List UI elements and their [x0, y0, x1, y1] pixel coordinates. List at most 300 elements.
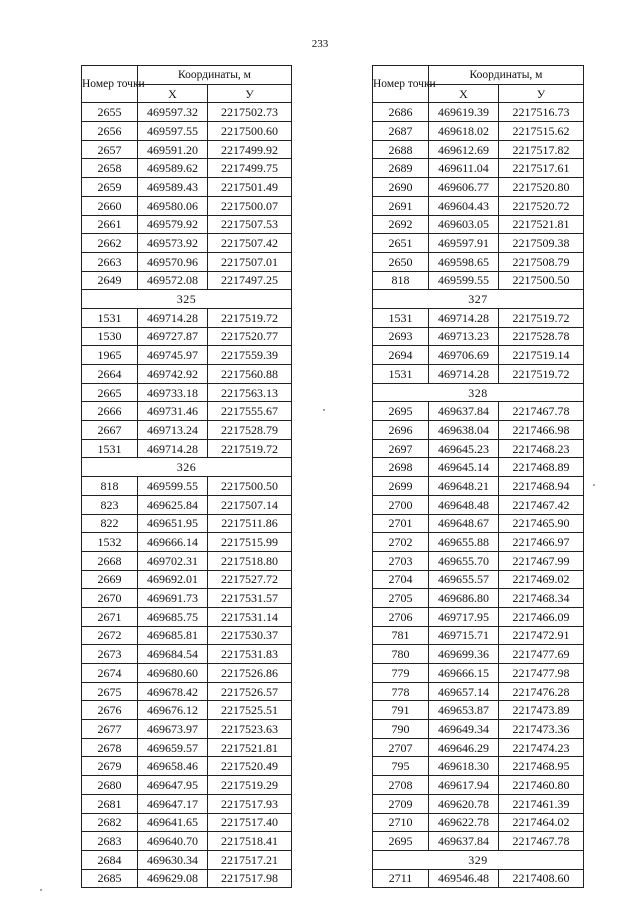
x-coordinate-cell: 469637.84	[429, 832, 499, 851]
point-number-cell: 795	[373, 757, 429, 776]
x-coordinate-cell: 469649.34	[429, 720, 499, 739]
table-row	[373, 776, 584, 795]
table-row	[373, 757, 584, 776]
x-coordinate-cell: 469629.08	[138, 869, 208, 888]
point-number-cell: 2665	[82, 383, 138, 402]
table-row	[82, 271, 292, 290]
x-coordinate-cell: 469589.62	[138, 159, 208, 178]
y-coordinate-cell: 2217530.37	[208, 626, 292, 645]
y-coordinate-cell: 2217466.98	[499, 421, 584, 440]
x-coordinate-cell: 469742.92	[138, 365, 208, 384]
section-number: 328	[373, 383, 584, 402]
y-coordinate-cell: 2217469.02	[499, 570, 584, 589]
section-row	[82, 290, 292, 309]
point-number-cell: 1965	[82, 346, 138, 365]
table-row	[373, 271, 584, 290]
y-coordinate-cell: 2217517.61	[499, 159, 584, 178]
y-coordinate-cell: 2217500.60	[208, 122, 292, 141]
table-row	[82, 122, 292, 141]
table-row	[373, 607, 584, 626]
point-number-cell: 2668	[82, 551, 138, 570]
x-coordinate-cell: 469570.96	[138, 252, 208, 271]
y-coordinate-cell: 2217507.53	[208, 215, 292, 234]
section-row	[373, 850, 584, 869]
coordinates-table-right	[372, 65, 584, 888]
point-number-cell: 2677	[82, 720, 138, 739]
point-number-cell: 778	[373, 682, 429, 701]
table-row	[82, 383, 292, 402]
x-coordinate-cell: 469651.95	[138, 514, 208, 533]
point-number-cell: 2698	[373, 458, 429, 477]
point-number-cell: 779	[373, 664, 429, 683]
table-row	[82, 159, 292, 178]
x-coordinate-cell: 469599.55	[138, 477, 208, 496]
table-row	[82, 720, 292, 739]
y-coordinate-cell: 2217501.49	[208, 178, 292, 197]
y-coordinate-cell: 2217517.93	[208, 794, 292, 813]
section-row	[373, 290, 584, 309]
table-row	[373, 869, 584, 888]
y-coordinate-cell: 2217499.92	[208, 140, 292, 159]
y-coordinate-cell: 2217519.72	[208, 308, 292, 327]
point-number-cell: 2697	[373, 439, 429, 458]
point-number-cell: 2682	[82, 813, 138, 832]
header-coordinates: Координаты, м	[429, 66, 584, 85]
y-coordinate-cell: 2217468.94	[499, 477, 584, 496]
table-row	[373, 439, 584, 458]
table-row	[82, 682, 292, 701]
point-number-cell: 2680	[82, 776, 138, 795]
x-coordinate-cell: 469622.78	[429, 813, 499, 832]
point-number-cell: 2679	[82, 757, 138, 776]
x-coordinate-cell: 469573.92	[138, 234, 208, 253]
y-coordinate-cell: 2217559.39	[208, 346, 292, 365]
y-coordinate-cell: 2217467.78	[499, 402, 584, 421]
point-number-cell: 2699	[373, 477, 429, 496]
x-coordinate-cell: 469699.36	[429, 645, 499, 664]
y-coordinate-cell: 2217531.83	[208, 645, 292, 664]
table-row	[373, 589, 584, 608]
point-number-cell: 1531	[82, 308, 138, 327]
table-row	[82, 794, 292, 813]
y-coordinate-cell: 2217499.75	[208, 159, 292, 178]
table-row	[373, 178, 584, 197]
table-row	[82, 327, 292, 346]
table-row	[373, 365, 584, 384]
y-coordinate-cell: 2217528.79	[208, 421, 292, 440]
table-row	[82, 850, 292, 869]
x-coordinate-cell: 469546.48	[429, 869, 499, 888]
x-coordinate-cell: 469655.88	[429, 533, 499, 552]
point-number-cell: 2709	[373, 794, 429, 813]
y-coordinate-cell: 2217500.07	[208, 196, 292, 215]
table-row	[373, 308, 584, 327]
table-row	[373, 421, 584, 440]
y-coordinate-cell: 2217520.72	[499, 196, 584, 215]
x-coordinate-cell: 469685.75	[138, 607, 208, 626]
y-coordinate-cell: 2217474.23	[499, 738, 584, 757]
table-row	[82, 664, 292, 683]
table-row	[82, 178, 292, 197]
x-coordinate-cell: 469714.28	[138, 439, 208, 458]
point-number-cell: 2664	[82, 365, 138, 384]
point-number-cell: 1532	[82, 533, 138, 552]
y-coordinate-cell: 2217520.80	[499, 178, 584, 197]
table-row	[373, 196, 584, 215]
point-number-cell: 818	[373, 271, 429, 290]
y-coordinate-cell: 2217468.89	[499, 458, 584, 477]
x-coordinate-cell: 469599.55	[429, 271, 499, 290]
point-number-cell: 2681	[82, 794, 138, 813]
point-number-cell: 2696	[373, 421, 429, 440]
x-coordinate-cell: 469713.23	[429, 327, 499, 346]
table-row	[373, 570, 584, 589]
x-coordinate-cell: 469638.04	[429, 421, 499, 440]
y-coordinate-cell: 2217465.90	[499, 514, 584, 533]
table-row	[373, 664, 584, 683]
point-number-cell: 2658	[82, 159, 138, 178]
point-number-cell: 2684	[82, 850, 138, 869]
x-coordinate-cell: 469706.69	[429, 346, 499, 365]
point-number-cell: 2671	[82, 607, 138, 626]
point-number-cell: 2705	[373, 589, 429, 608]
point-number-cell: 2676	[82, 701, 138, 720]
point-number-cell: 818	[82, 477, 138, 496]
table-row	[82, 196, 292, 215]
point-number-cell: 2711	[373, 869, 429, 888]
y-coordinate-cell: 2217518.41	[208, 832, 292, 851]
table-row	[373, 701, 584, 720]
y-coordinate-cell: 2217472.91	[499, 626, 584, 645]
x-coordinate-cell: 469684.54	[138, 645, 208, 664]
section-number: 327	[373, 290, 584, 309]
x-coordinate-cell: 469715.71	[429, 626, 499, 645]
table-row	[82, 869, 292, 888]
x-coordinate-cell: 469598.65	[429, 252, 499, 271]
y-coordinate-cell: 2217515.99	[208, 533, 292, 552]
table-row	[82, 346, 292, 365]
table-row	[373, 813, 584, 832]
table-row	[373, 477, 584, 496]
x-coordinate-cell: 469648.21	[429, 477, 499, 496]
y-coordinate-cell: 2217517.40	[208, 813, 292, 832]
x-coordinate-cell: 469673.97	[138, 720, 208, 739]
point-number-cell: 2703	[373, 551, 429, 570]
y-coordinate-cell: 2217531.14	[208, 607, 292, 626]
x-coordinate-cell: 469597.91	[429, 234, 499, 253]
table-row	[82, 252, 292, 271]
y-coordinate-cell: 2217468.34	[499, 589, 584, 608]
point-number-cell: 2689	[373, 159, 429, 178]
x-coordinate-cell: 469645.14	[429, 458, 499, 477]
point-number-cell: 2700	[373, 495, 429, 514]
point-number-cell: 2706	[373, 607, 429, 626]
table-row	[82, 776, 292, 795]
table-row	[82, 645, 292, 664]
x-coordinate-cell: 469603.05	[429, 215, 499, 234]
y-coordinate-cell: 2217519.72	[499, 365, 584, 384]
y-coordinate-cell: 2217527.72	[208, 570, 292, 589]
table-row	[373, 626, 584, 645]
x-coordinate-cell: 469580.06	[138, 196, 208, 215]
table-row	[373, 346, 584, 365]
table-row	[373, 159, 584, 178]
y-coordinate-cell: 2217507.01	[208, 252, 292, 271]
x-coordinate-cell: 469617.94	[429, 776, 499, 795]
x-coordinate-cell: 469727.87	[138, 327, 208, 346]
x-coordinate-cell: 469604.43	[429, 196, 499, 215]
table-row	[373, 140, 584, 159]
y-coordinate-cell: 2217563.13	[208, 383, 292, 402]
y-coordinate-cell: 2217477.69	[499, 645, 584, 664]
table-row	[373, 122, 584, 141]
table-row	[373, 551, 584, 570]
table-row	[373, 533, 584, 552]
point-number-cell: 2655	[82, 103, 138, 122]
x-coordinate-cell: 469648.48	[429, 495, 499, 514]
x-coordinate-cell: 469618.02	[429, 122, 499, 141]
x-coordinate-cell: 469714.28	[429, 365, 499, 384]
x-coordinate-cell: 469714.28	[429, 308, 499, 327]
point-number-cell: 790	[373, 720, 429, 739]
y-coordinate-cell: 2217509.38	[499, 234, 584, 253]
y-coordinate-cell: 2217461.39	[499, 794, 584, 813]
x-coordinate-cell: 469648.67	[429, 514, 499, 533]
x-coordinate-cell: 469702.31	[138, 551, 208, 570]
x-coordinate-cell: 469597.32	[138, 103, 208, 122]
point-number-cell: 2692	[373, 215, 429, 234]
y-coordinate-cell: 2217473.36	[499, 720, 584, 739]
table-row	[373, 645, 584, 664]
y-coordinate-cell: 2217521.81	[499, 215, 584, 234]
y-coordinate-cell: 2217526.57	[208, 682, 292, 701]
table-row	[82, 626, 292, 645]
x-coordinate-cell: 469714.28	[138, 308, 208, 327]
y-coordinate-cell: 2217519.29	[208, 776, 292, 795]
x-coordinate-cell: 469646.29	[429, 738, 499, 757]
x-coordinate-cell: 469572.08	[138, 271, 208, 290]
point-number-cell: 2656	[82, 122, 138, 141]
table-row	[373, 495, 584, 514]
x-coordinate-cell: 469717.95	[429, 607, 499, 626]
scan-speck	[593, 484, 595, 486]
y-coordinate-cell: 2217464.02	[499, 813, 584, 832]
point-number-cell: 2674	[82, 664, 138, 683]
table-row	[82, 495, 292, 514]
table-row	[373, 103, 584, 122]
y-coordinate-cell: 2217408.60	[499, 869, 584, 888]
table-row	[82, 234, 292, 253]
point-number-cell: 791	[373, 701, 429, 720]
section-row	[82, 458, 292, 477]
x-coordinate-cell: 469606.77	[429, 178, 499, 197]
table-row	[82, 551, 292, 570]
y-coordinate-cell: 2217460.80	[499, 776, 584, 795]
point-number-cell: 2707	[373, 738, 429, 757]
point-number-cell: 2675	[82, 682, 138, 701]
header-x: X	[138, 84, 208, 103]
table-row	[82, 832, 292, 851]
x-coordinate-cell: 469589.43	[138, 178, 208, 197]
point-number-cell: 2708	[373, 776, 429, 795]
x-coordinate-cell: 469655.70	[429, 551, 499, 570]
point-number-cell: 1531	[373, 308, 429, 327]
point-number-cell: 2686	[373, 103, 429, 122]
point-number-cell: 2678	[82, 738, 138, 757]
table-row	[373, 402, 584, 421]
table-row	[82, 813, 292, 832]
table-row	[82, 477, 292, 496]
y-coordinate-cell: 2217468.95	[499, 757, 584, 776]
y-coordinate-cell: 2217497.25	[208, 271, 292, 290]
y-coordinate-cell: 2217511.86	[208, 514, 292, 533]
coordinates-table-left	[81, 65, 292, 888]
point-number-cell: 2657	[82, 140, 138, 159]
point-number-cell: 2673	[82, 645, 138, 664]
y-coordinate-cell: 2217467.78	[499, 832, 584, 851]
y-coordinate-cell: 2217520.49	[208, 757, 292, 776]
x-coordinate-cell: 469579.92	[138, 215, 208, 234]
y-coordinate-cell: 2217516.73	[499, 103, 584, 122]
x-coordinate-cell: 469611.04	[429, 159, 499, 178]
x-coordinate-cell: 469597.55	[138, 122, 208, 141]
x-coordinate-cell: 469640.70	[138, 832, 208, 851]
x-coordinate-cell: 469612.69	[429, 140, 499, 159]
x-coordinate-cell: 469619.39	[429, 103, 499, 122]
section-number: 325	[82, 290, 292, 309]
y-coordinate-cell: 2217517.21	[208, 850, 292, 869]
y-coordinate-cell: 2217467.42	[499, 495, 584, 514]
table-row	[82, 589, 292, 608]
point-number-cell: 822	[82, 514, 138, 533]
header-y: У	[499, 84, 584, 103]
y-coordinate-cell: 2217507.14	[208, 495, 292, 514]
table-row	[82, 402, 292, 421]
point-number-cell: 2672	[82, 626, 138, 645]
x-coordinate-cell: 469653.87	[429, 701, 499, 720]
x-coordinate-cell: 469659.57	[138, 738, 208, 757]
x-coordinate-cell: 469645.23	[429, 439, 499, 458]
y-coordinate-cell: 2217466.09	[499, 607, 584, 626]
x-coordinate-cell: 469647.95	[138, 776, 208, 795]
point-number-cell: 2695	[373, 832, 429, 851]
point-number-cell: 2660	[82, 196, 138, 215]
point-number-cell: 2683	[82, 832, 138, 851]
table-row	[373, 832, 584, 851]
y-coordinate-cell: 2217521.81	[208, 738, 292, 757]
table-row	[82, 421, 292, 440]
table-row	[373, 252, 584, 271]
x-coordinate-cell: 469676.12	[138, 701, 208, 720]
y-coordinate-cell: 2217508.79	[499, 252, 584, 271]
x-coordinate-cell: 469618.30	[429, 757, 499, 776]
point-number-cell: 1531	[82, 439, 138, 458]
x-coordinate-cell: 469666.15	[429, 664, 499, 683]
point-number-cell: 2691	[373, 196, 429, 215]
table-row	[373, 458, 584, 477]
point-number-cell: 823	[82, 495, 138, 514]
table-row	[82, 757, 292, 776]
table-row	[82, 103, 292, 122]
y-coordinate-cell: 2217507.42	[208, 234, 292, 253]
y-coordinate-cell: 2217523.63	[208, 720, 292, 739]
x-coordinate-cell: 469733.18	[138, 383, 208, 402]
x-coordinate-cell: 469678.42	[138, 682, 208, 701]
table-row	[82, 570, 292, 589]
point-number-cell: 2710	[373, 813, 429, 832]
table-row	[82, 533, 292, 552]
y-coordinate-cell: 2217502.73	[208, 103, 292, 122]
table-row	[373, 738, 584, 757]
point-number-cell: 2690	[373, 178, 429, 197]
point-number-cell: 2669	[82, 570, 138, 589]
point-number-cell: 1531	[373, 365, 429, 384]
point-number-cell: 780	[373, 645, 429, 664]
table-row	[82, 308, 292, 327]
table-row	[373, 514, 584, 533]
x-coordinate-cell: 469655.57	[429, 570, 499, 589]
point-number-cell: 1530	[82, 327, 138, 346]
scan-speck	[323, 409, 325, 411]
table-row	[82, 215, 292, 234]
y-coordinate-cell: 2217519.14	[499, 346, 584, 365]
point-number-cell: 2661	[82, 215, 138, 234]
table-row	[373, 234, 584, 253]
header-point-number: Номер точки	[82, 66, 138, 103]
x-coordinate-cell: 469685.81	[138, 626, 208, 645]
table-row	[82, 701, 292, 720]
table-row	[373, 720, 584, 739]
y-coordinate-cell: 2217525.51	[208, 701, 292, 720]
x-coordinate-cell: 469625.84	[138, 495, 208, 514]
section-row	[373, 383, 584, 402]
y-coordinate-cell: 2217518.80	[208, 551, 292, 570]
y-coordinate-cell: 2217520.77	[208, 327, 292, 346]
point-number-cell: 2693	[373, 327, 429, 346]
header-coordinates: Координаты, м	[138, 66, 292, 85]
x-coordinate-cell: 469657.14	[429, 682, 499, 701]
y-coordinate-cell: 2217467.99	[499, 551, 584, 570]
point-number-cell: 2663	[82, 252, 138, 271]
x-coordinate-cell: 469658.46	[138, 757, 208, 776]
y-coordinate-cell: 2217466.97	[499, 533, 584, 552]
x-coordinate-cell: 469686.80	[429, 589, 499, 608]
y-coordinate-cell: 2217500.50	[499, 271, 584, 290]
point-number-cell: 2659	[82, 178, 138, 197]
y-coordinate-cell: 2217526.86	[208, 664, 292, 683]
x-coordinate-cell: 469731.46	[138, 402, 208, 421]
x-coordinate-cell: 469630.34	[138, 850, 208, 869]
scan-speck	[40, 889, 42, 891]
y-coordinate-cell: 2217528.78	[499, 327, 584, 346]
y-coordinate-cell: 2217515.62	[499, 122, 584, 141]
x-coordinate-cell: 469637.84	[429, 402, 499, 421]
page-number: 233	[311, 38, 329, 50]
y-coordinate-cell: 2217473.89	[499, 701, 584, 720]
header-x: X	[429, 84, 499, 103]
table-row	[82, 140, 292, 159]
header-point-number: Номер точки	[373, 66, 429, 103]
point-number-cell: 2704	[373, 570, 429, 589]
section-number: 326	[82, 458, 292, 477]
x-coordinate-cell: 469641.65	[138, 813, 208, 832]
table-row	[373, 215, 584, 234]
point-number-cell: 2662	[82, 234, 138, 253]
x-coordinate-cell: 469691.73	[138, 589, 208, 608]
y-coordinate-cell: 2217531.57	[208, 589, 292, 608]
point-number-cell: 2702	[373, 533, 429, 552]
table-row	[373, 682, 584, 701]
